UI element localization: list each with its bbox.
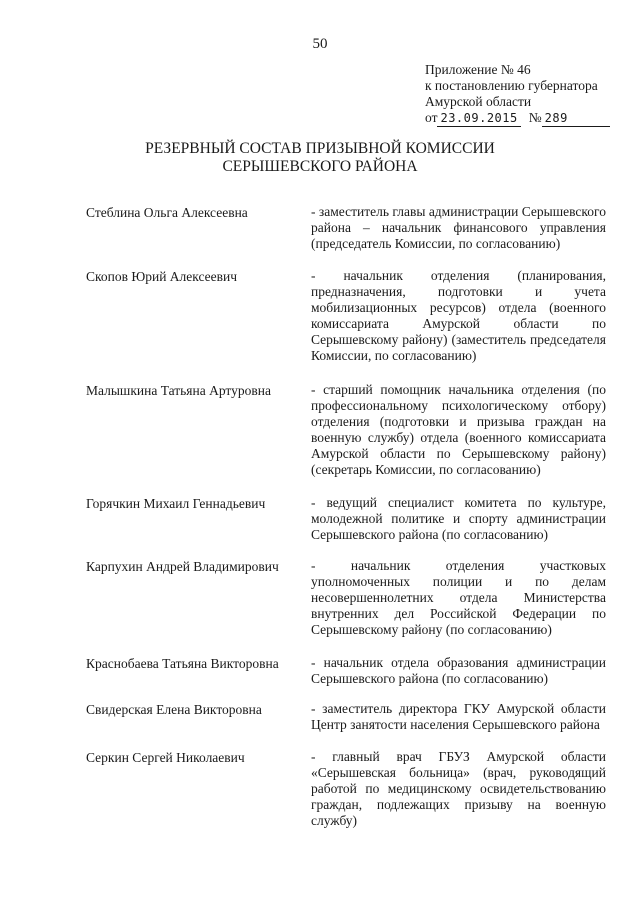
member-role: - начальник отделения (планирования, предназначения, подготовки и учета мобилизационных ресурсов) отдела (военного комиссариата Амурской области по Серышевскому району) (заместитель председателя Комиссии, по согласованию): [311, 268, 606, 363]
member-entry: [86, 655, 606, 687]
title-line-2: СЕРЫШЕВСКОГО РАЙОНА: [222, 158, 418, 175]
member-role: - главный врач ГБУЗ Амурской области «Серышевская больница» (врач, руководящий работой по медицинскому освидетельствованию граждан, подлежащих призыву на военную службу): [311, 749, 606, 828]
decree-date: 23.09.2015: [437, 110, 520, 127]
page-number: 50: [312, 36, 328, 52]
member-role: - ведущий специалист комитета по культуре, молодежной политике и спорту администрации Серышевского района (по согласованию): [311, 495, 606, 542]
document-title: [0, 140, 640, 176]
appendix-decree-reference: к постановлению губернатора: [425, 78, 598, 93]
number-prefix: №: [528, 110, 542, 125]
member-name: Свидерская Елена Викторовна: [86, 702, 262, 717]
member-role: - заместитель директора ГКУ Амурской области Центр занятости населения Серышевского района: [311, 701, 606, 732]
member-role: - начальник отделения участковых уполномоченных полиции и по делам несовершеннолетних отдела Министерства внутренних дел Российской Федерации по Серышевскому району (по согласованию): [311, 558, 606, 637]
member-name: Скопов Юрий Алексеевич: [86, 269, 238, 284]
member-entry: [86, 701, 606, 733]
member-entry: [86, 558, 606, 638]
member-name: Серкин Сергей Николаевич: [86, 750, 245, 765]
member-entry: [86, 495, 606, 543]
member-entry: [86, 382, 606, 478]
appendix-region: Амурской области: [425, 94, 532, 109]
member-role: - начальник отдела образования администрации Серышевского района (по согласованию): [311, 655, 606, 686]
title-line-1: РЕЗЕРВНЫЙ СОСТАВ ПРИЗЫВНОЙ КОМИССИИ: [145, 140, 495, 157]
decree-number: 289: [542, 110, 610, 127]
member-name: Карпухин Андрей Владимирович: [86, 559, 279, 574]
date-prefix: от: [425, 110, 438, 125]
members-list: [86, 204, 606, 829]
member-entry: [86, 204, 606, 252]
member-name: Стеблина Ольга Алексеевна: [86, 205, 248, 220]
member-entry: [86, 749, 606, 829]
member-name: Горячкин Михаил Геннадьевич: [86, 496, 266, 511]
member-role: - заместитель главы администрации Серышевского района – начальник финансового управления (председатель Комиссии, по согласованию): [311, 204, 606, 251]
member-entry: [86, 268, 606, 364]
member-role: - старший помощник начальника отделения (по профессиональному психологическому отбору) отделения (подготовки и призыва граждан на военную службу) отдела (военного комиссариата Амурской области по Серышевскому району) (секретарь Комиссии, по согласованию): [311, 382, 606, 477]
member-name: Краснобаева Татьяна Викторовна: [86, 656, 279, 671]
appendix-date-line: [425, 110, 610, 127]
appendix-header: [425, 62, 610, 127]
appendix-number: Приложение № 46: [425, 62, 531, 77]
member-name: Малышкина Татьяна Артуровна: [86, 383, 271, 398]
